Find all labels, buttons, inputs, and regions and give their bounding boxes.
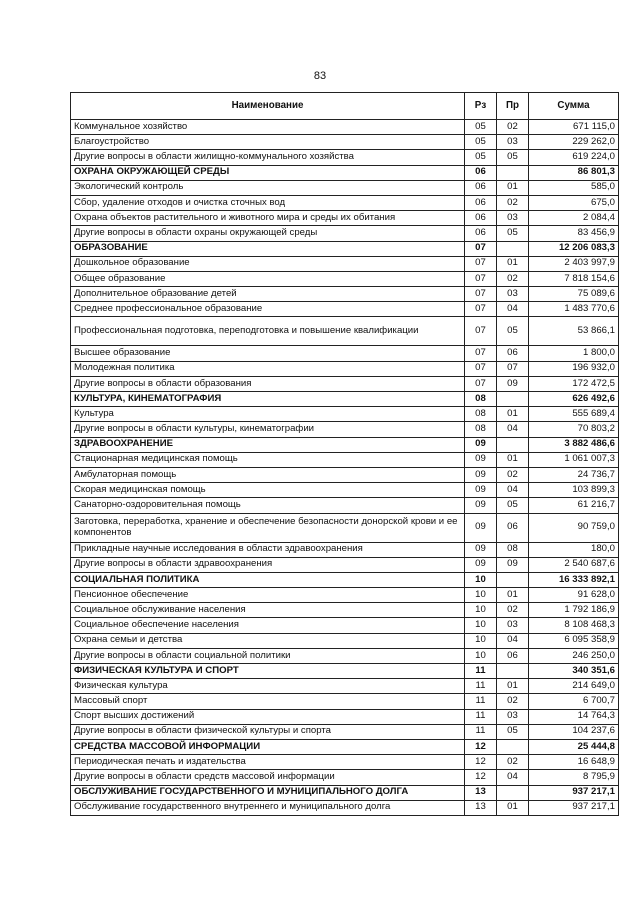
table-row [71, 407, 619, 422]
row-sum-cell: 75 089,6 [529, 287, 619, 302]
row-rz-cell: 11 [465, 679, 497, 694]
table-row [71, 256, 619, 271]
row-pr-cell: 09 [497, 376, 529, 391]
table-row [71, 452, 619, 467]
row-pr-cell: 04 [497, 422, 529, 437]
row-pr-cell: 06 [497, 648, 529, 663]
row-rz-cell: 08 [465, 392, 497, 407]
row-pr-cell: 01 [497, 256, 529, 271]
section-row [71, 165, 619, 180]
section-row [71, 241, 619, 256]
row-rz-cell: 06 [465, 195, 497, 210]
row-name-cell: ОХРАНА ОКРУЖАЮЩЕЙ СРЕДЫ [71, 165, 465, 180]
column-header-sum: Сумма [529, 93, 619, 120]
row-pr-cell: 04 [497, 633, 529, 648]
row-pr-cell: 02 [497, 195, 529, 210]
row-pr-cell: 01 [497, 800, 529, 815]
row-sum-cell: 3 882 486,6 [529, 437, 619, 452]
row-rz-cell: 10 [465, 588, 497, 603]
table-row [71, 302, 619, 317]
row-name-cell: Среднее профессиональное образование [71, 302, 465, 317]
row-sum-cell: 61 216,7 [529, 498, 619, 513]
row-rz-cell: 12 [465, 755, 497, 770]
row-sum-cell: 8 108 468,3 [529, 618, 619, 633]
table-row [71, 800, 619, 815]
row-sum-cell: 626 492,6 [529, 392, 619, 407]
table-row [71, 755, 619, 770]
row-sum-cell: 83 456,9 [529, 226, 619, 241]
table-row [71, 557, 619, 572]
row-name-cell: Дошкольное образование [71, 256, 465, 271]
row-pr-cell: 04 [497, 483, 529, 498]
row-rz-cell: 07 [465, 256, 497, 271]
table-row [71, 588, 619, 603]
row-sum-cell: 1 483 770,6 [529, 302, 619, 317]
section-row [71, 392, 619, 407]
row-rz-cell: 12 [465, 770, 497, 785]
row-pr-cell: 03 [497, 618, 529, 633]
table-row [71, 648, 619, 663]
row-pr-cell [497, 785, 529, 800]
row-name-cell: Другие вопросы в области культуры, кинематографии [71, 422, 465, 437]
row-name-cell: Прикладные научные исследования в области здравоохранения [71, 542, 465, 557]
row-rz-cell: 10 [465, 648, 497, 663]
row-name-cell: Массовый спорт [71, 694, 465, 709]
row-sum-cell: 16 333 892,1 [529, 572, 619, 587]
row-sum-cell: 16 648,9 [529, 755, 619, 770]
row-rz-cell: 07 [465, 361, 497, 376]
row-pr-cell: 04 [497, 302, 529, 317]
row-sum-cell: 91 628,0 [529, 588, 619, 603]
table-row [71, 287, 619, 302]
row-rz-cell: 10 [465, 603, 497, 618]
row-pr-cell: 03 [497, 135, 529, 150]
row-pr-cell: 02 [497, 603, 529, 618]
table-header-row [71, 93, 619, 120]
row-pr-cell: 06 [497, 346, 529, 361]
table-row [71, 498, 619, 513]
row-sum-cell: 70 803,2 [529, 422, 619, 437]
row-pr-cell: 05 [497, 150, 529, 165]
row-pr-cell [497, 165, 529, 180]
row-rz-cell: 05 [465, 150, 497, 165]
row-name-cell: ОБРАЗОВАНИЕ [71, 241, 465, 256]
row-name-cell: Санаторно-оздоровительная помощь [71, 498, 465, 513]
table-row [71, 724, 619, 739]
row-rz-cell: 09 [465, 483, 497, 498]
row-name-cell: СРЕДСТВА МАССОВОЙ ИНФОРМАЦИИ [71, 739, 465, 754]
row-rz-cell: 07 [465, 317, 497, 346]
row-pr-cell [497, 437, 529, 452]
row-pr-cell: 03 [497, 211, 529, 226]
row-sum-cell: 1 792 186,9 [529, 603, 619, 618]
row-rz-cell: 07 [465, 302, 497, 317]
row-name-cell: Общее образование [71, 271, 465, 286]
row-pr-cell: 03 [497, 287, 529, 302]
row-name-cell: Благоустройство [71, 135, 465, 150]
row-sum-cell: 214 649,0 [529, 679, 619, 694]
row-name-cell: Амбулаторная помощь [71, 467, 465, 482]
page-number: 83 [313, 70, 327, 82]
row-sum-cell: 103 899,3 [529, 483, 619, 498]
row-name-cell: Заготовка, переработка, хранение и обеспечение безопасности донорской крови и ее компонентов [71, 513, 465, 542]
row-sum-cell: 24 736,7 [529, 467, 619, 482]
table-row [71, 195, 619, 210]
section-row [71, 739, 619, 754]
row-sum-cell: 229 262,0 [529, 135, 619, 150]
row-sum-cell: 90 759,0 [529, 513, 619, 542]
row-name-cell: КУЛЬТУРА, КИНЕМАТОГРАФИЯ [71, 392, 465, 407]
table-row [71, 542, 619, 557]
table-row [71, 226, 619, 241]
row-name-cell: Дополнительное образование детей [71, 287, 465, 302]
row-rz-cell: 08 [465, 422, 497, 437]
row-pr-cell: 02 [497, 120, 529, 135]
section-row [71, 785, 619, 800]
row-name-cell: Экологический контроль [71, 180, 465, 195]
column-header-pr: Пр [497, 93, 529, 120]
row-pr-cell: 01 [497, 588, 529, 603]
row-sum-cell: 675,0 [529, 195, 619, 210]
table-row [71, 211, 619, 226]
table-row [71, 317, 619, 346]
row-name-cell: Спорт высших достижений [71, 709, 465, 724]
row-rz-cell: 06 [465, 211, 497, 226]
table-row [71, 150, 619, 165]
row-pr-cell: 02 [497, 467, 529, 482]
row-rz-cell: 10 [465, 633, 497, 648]
row-pr-cell [497, 572, 529, 587]
row-rz-cell: 06 [465, 165, 497, 180]
table-row [71, 361, 619, 376]
table-body [71, 120, 619, 816]
row-name-cell: ЗДРАВООХРАНЕНИЕ [71, 437, 465, 452]
row-rz-cell: 06 [465, 180, 497, 195]
row-name-cell: Пенсионное обеспечение [71, 588, 465, 603]
row-rz-cell: 09 [465, 437, 497, 452]
row-rz-cell: 11 [465, 664, 497, 679]
row-name-cell: Скорая медицинская помощь [71, 483, 465, 498]
row-pr-cell [497, 664, 529, 679]
row-rz-cell: 09 [465, 542, 497, 557]
table-row [71, 618, 619, 633]
row-pr-cell: 01 [497, 452, 529, 467]
row-rz-cell: 08 [465, 407, 497, 422]
row-name-cell: Профессиональная подготовка, переподготовка и повышение квалификации [71, 317, 465, 346]
row-pr-cell: 02 [497, 271, 529, 286]
row-name-cell: СОЦИАЛЬНАЯ ПОЛИТИКА [71, 572, 465, 587]
row-sum-cell: 8 795,9 [529, 770, 619, 785]
table-row [71, 770, 619, 785]
row-name-cell: Другие вопросы в области социальной политики [71, 648, 465, 663]
table-row [71, 694, 619, 709]
row-pr-cell: 01 [497, 407, 529, 422]
row-pr-cell: 06 [497, 513, 529, 542]
row-sum-cell: 6 095 358,9 [529, 633, 619, 648]
row-pr-cell: 02 [497, 694, 529, 709]
row-name-cell: Молодежная политика [71, 361, 465, 376]
row-rz-cell: 07 [465, 346, 497, 361]
row-rz-cell: 09 [465, 557, 497, 572]
row-rz-cell: 09 [465, 513, 497, 542]
row-name-cell: Обслуживание государственного внутреннего и муниципального долга [71, 800, 465, 815]
section-row [71, 664, 619, 679]
row-name-cell: Высшее образование [71, 346, 465, 361]
row-pr-cell: 05 [497, 226, 529, 241]
row-name-cell: Охрана семьи и детства [71, 633, 465, 648]
table-row [71, 483, 619, 498]
row-name-cell: Другие вопросы в области образования [71, 376, 465, 391]
row-rz-cell: 09 [465, 452, 497, 467]
row-pr-cell: 07 [497, 361, 529, 376]
row-name-cell: Другие вопросы в области физической культуры и спорта [71, 724, 465, 739]
row-sum-cell: 53 866,1 [529, 317, 619, 346]
row-rz-cell: 05 [465, 120, 497, 135]
row-rz-cell: 07 [465, 376, 497, 391]
row-pr-cell: 05 [497, 317, 529, 346]
row-sum-cell: 180,0 [529, 542, 619, 557]
row-pr-cell: 02 [497, 755, 529, 770]
row-sum-cell: 2 540 687,6 [529, 557, 619, 572]
table-row [71, 120, 619, 135]
row-pr-cell [497, 241, 529, 256]
row-sum-cell: 1 800,0 [529, 346, 619, 361]
row-pr-cell [497, 739, 529, 754]
row-name-cell: Культура [71, 407, 465, 422]
row-sum-cell: 555 689,4 [529, 407, 619, 422]
row-rz-cell: 09 [465, 498, 497, 513]
row-sum-cell: 2 084,4 [529, 211, 619, 226]
table-row [71, 180, 619, 195]
row-sum-cell: 25 444,8 [529, 739, 619, 754]
row-sum-cell: 937 217,1 [529, 785, 619, 800]
budget-table [70, 92, 619, 816]
row-name-cell: Другие вопросы в области жилищно-коммунального хозяйства [71, 150, 465, 165]
row-sum-cell: 14 764,3 [529, 709, 619, 724]
table-row [71, 271, 619, 286]
row-name-cell: Социальное обеспечение населения [71, 618, 465, 633]
row-sum-cell: 104 237,6 [529, 724, 619, 739]
row-pr-cell: 08 [497, 542, 529, 557]
row-rz-cell: 10 [465, 572, 497, 587]
row-sum-cell: 1 061 007,3 [529, 452, 619, 467]
row-rz-cell: 11 [465, 724, 497, 739]
table-row [71, 709, 619, 724]
row-pr-cell: 04 [497, 770, 529, 785]
row-sum-cell: 619 224,0 [529, 150, 619, 165]
row-name-cell: Периодическая печать и издательства [71, 755, 465, 770]
row-name-cell: Охрана объектов растительного и животного мира и среды их обитания [71, 211, 465, 226]
row-rz-cell: 13 [465, 785, 497, 800]
table-row [71, 135, 619, 150]
row-name-cell: Стационарная медицинская помощь [71, 452, 465, 467]
table-row [71, 346, 619, 361]
row-sum-cell: 2 403 997,9 [529, 256, 619, 271]
row-sum-cell: 196 932,0 [529, 361, 619, 376]
row-sum-cell: 671 115,0 [529, 120, 619, 135]
table-row [71, 633, 619, 648]
row-pr-cell [497, 392, 529, 407]
row-sum-cell: 7 818 154,6 [529, 271, 619, 286]
row-name-cell: Социальное обслуживание населения [71, 603, 465, 618]
table-row [71, 603, 619, 618]
row-rz-cell: 06 [465, 226, 497, 241]
column-header-name: Наименование [71, 93, 465, 120]
row-name-cell: Сбор, удаление отходов и очистка сточных вод [71, 195, 465, 210]
row-rz-cell: 07 [465, 271, 497, 286]
row-pr-cell: 09 [497, 557, 529, 572]
row-name-cell: Физическая культура [71, 679, 465, 694]
row-rz-cell: 13 [465, 800, 497, 815]
row-sum-cell: 937 217,1 [529, 800, 619, 815]
table-row [71, 376, 619, 391]
row-name-cell: ФИЗИЧЕСКАЯ КУЛЬТУРА И СПОРТ [71, 664, 465, 679]
section-row [71, 572, 619, 587]
table-row [71, 513, 619, 542]
row-rz-cell: 11 [465, 709, 497, 724]
row-rz-cell: 09 [465, 467, 497, 482]
row-pr-cell: 05 [497, 498, 529, 513]
row-pr-cell: 01 [497, 180, 529, 195]
row-sum-cell: 172 472,5 [529, 376, 619, 391]
table-row [71, 679, 619, 694]
table-row [71, 422, 619, 437]
row-pr-cell: 03 [497, 709, 529, 724]
column-header-rz: Рз [465, 93, 497, 120]
row-rz-cell: 10 [465, 618, 497, 633]
row-pr-cell: 05 [497, 724, 529, 739]
row-pr-cell: 01 [497, 679, 529, 694]
row-sum-cell: 246 250,0 [529, 648, 619, 663]
row-sum-cell: 12 206 083,3 [529, 241, 619, 256]
row-sum-cell: 6 700,7 [529, 694, 619, 709]
row-sum-cell: 340 351,6 [529, 664, 619, 679]
row-name-cell: Коммунальное хозяйство [71, 120, 465, 135]
row-rz-cell: 07 [465, 287, 497, 302]
row-rz-cell: 11 [465, 694, 497, 709]
table-row [71, 467, 619, 482]
row-sum-cell: 86 801,3 [529, 165, 619, 180]
row-name-cell: Другие вопросы в области охраны окружающей среды [71, 226, 465, 241]
row-rz-cell: 05 [465, 135, 497, 150]
row-name-cell: Другие вопросы в области здравоохранения [71, 557, 465, 572]
row-name-cell: ОБСЛУЖИВАНИЕ ГОСУДАРСТВЕННОГО И МУНИЦИПАЛЬНОГО ДОЛГА [71, 785, 465, 800]
row-rz-cell: 12 [465, 739, 497, 754]
row-name-cell: Другие вопросы в области средств массовой информации [71, 770, 465, 785]
section-row [71, 437, 619, 452]
row-sum-cell: 585,0 [529, 180, 619, 195]
row-rz-cell: 07 [465, 241, 497, 256]
